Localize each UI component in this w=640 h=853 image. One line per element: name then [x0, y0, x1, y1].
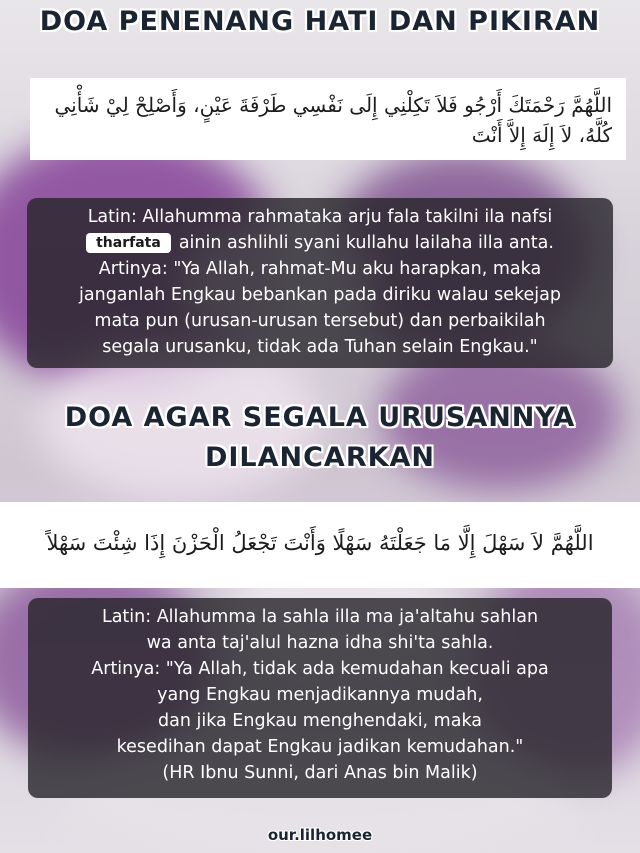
section2-line-5: dan jika Engkau menghendaki, maka	[157, 711, 483, 731]
section1-line-6: segala urusanku, tidak ada Tuhan selain Engkau."	[102, 337, 538, 357]
section1-arabic-text: اللَّهُمَّ رَحْمَتَكَ أَرْجُو فَلاَ تَكِلْنِي إِلَى نَفْسِي طَرْفَةَ عَيْنٍ، وَأَصْلِحْ لِيْ شَأْنِي كُلَّهُ، لاَ إِلَهَ إِلاَّ أَنْتَ	[30, 78, 626, 160]
section1-translation-panel	[27, 198, 613, 368]
watermark-handle: our.lilhomee	[267, 826, 373, 844]
section2-line-4: yang Engkau menjadikannya mudah,	[157, 685, 483, 705]
section2-title-line1: DOA AGAR SEGALA URUSANNYA	[64, 402, 576, 433]
section1-title: DOA PENENANG HATI DAN PIKIRAN	[39, 6, 601, 37]
section1-line-5: mata pun (urusan-urusan tersebut) dan perbaikilah	[94, 311, 546, 331]
section2-arabic-text: اللَّهُمَّ لاَ سَهْلَ إِلَّا مَا جَعَلْتَهُ سَهْلًا وَأَنْتَ تَجْعَلُ الْحَزْنَ إِذَا شِئْتَ سَهْلاً	[0, 502, 640, 588]
section2-translation-panel	[28, 598, 612, 798]
section1-line-2: tharfata ainin ashlihli syani kullahu lailaha illa anta.	[35, 230, 605, 256]
section1-line-3: Artinya: "Ya Allah, rahmat-Mu aku harapkan, maka	[98, 259, 542, 279]
section2-line-7: (HR Ibnu Sunni, dari Anas bin Malik)	[162, 763, 478, 783]
section2-title	[0, 398, 640, 478]
section2-title-line2: DILANCARKAN	[204, 442, 436, 473]
section1-line-1: Latin: Allahumma rahmataka arju fala takilni ila nafsi	[87, 207, 553, 227]
section2-line-2: wa anta taj'alul hazna idha shi'ta sahla.	[146, 633, 494, 653]
section2-line-6: kesedihan dapat Engkau jadikan kemudahan."	[116, 737, 524, 757]
tharfata-tag: tharfata	[86, 233, 171, 253]
section2-line-1: Latin: Allahumma la sahla illa ma ja'altahu sahlan	[101, 607, 539, 627]
section1-line-4: janganlah Engkau bebankan pada diriku walau sekejap	[79, 285, 561, 305]
section2-line-3: Artinya: "Ya Allah, tidak ada kemudahan kecuali apa	[91, 659, 549, 679]
